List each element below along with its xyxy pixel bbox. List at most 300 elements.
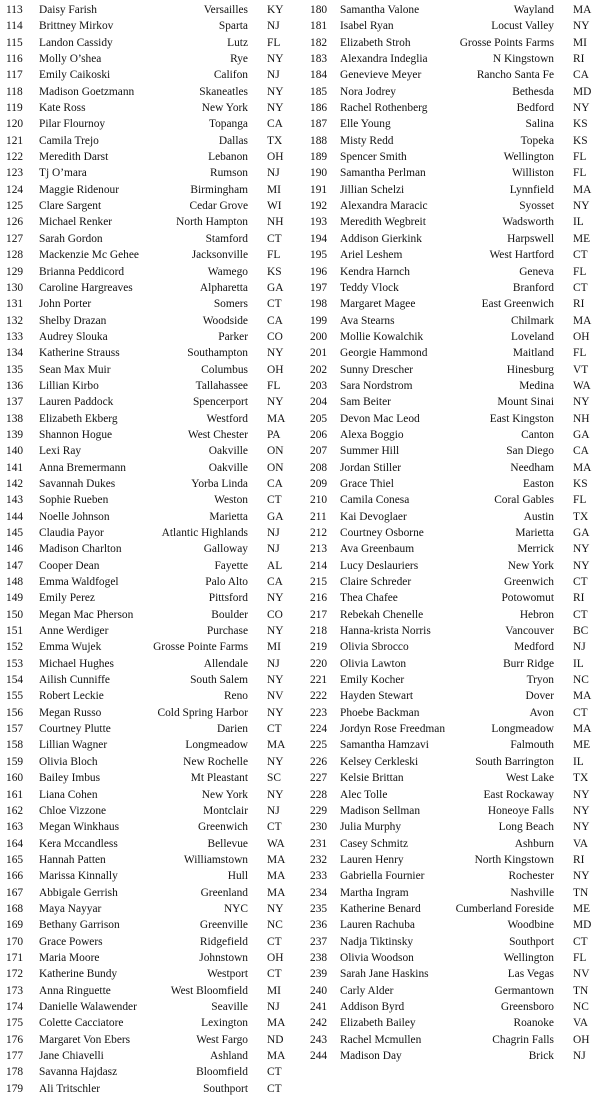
list-item [310, 590, 594, 606]
entry-number: 199 [310, 314, 328, 327]
entry-number: 217 [310, 608, 328, 621]
entry-name: Brittney Mirkov [39, 20, 114, 33]
entry-city: Geneva [519, 265, 554, 278]
list-item [6, 313, 288, 329]
entry-name: Kelsie Brittan [340, 772, 404, 785]
list-item [6, 411, 288, 427]
entry-city: Grosse Points Farms [459, 36, 554, 49]
entry-state: NH [573, 412, 590, 425]
list-item [6, 427, 288, 443]
entry-number: 215 [310, 576, 328, 589]
entry-state: NV [573, 968, 590, 981]
list-item [310, 541, 594, 557]
entry-name: Anna Bremermann [39, 461, 126, 474]
entry-number: 132 [6, 314, 24, 327]
entry-number: 122 [6, 151, 24, 164]
entry-name: Addison Byrd [340, 1000, 405, 1013]
entry-city: Topeka [520, 134, 554, 147]
list-item [310, 787, 594, 803]
list-item [6, 950, 288, 966]
entry-city: Tallahassee [195, 379, 248, 392]
entry-city: Salina [525, 118, 554, 131]
entry-state: NY [267, 592, 284, 605]
entry-state: CT [267, 298, 282, 311]
list-item [310, 607, 594, 623]
entry-state: FL [267, 379, 281, 392]
list-item [6, 639, 288, 655]
entry-state: MA [267, 853, 286, 866]
entry-name: Courtney Plutte [39, 723, 111, 736]
list-item [6, 362, 288, 378]
entry-number: 221 [310, 674, 328, 687]
entry-number: 151 [6, 625, 24, 638]
entry-state: NJ [267, 657, 280, 670]
entry-name: Colette Cacciatore [39, 1017, 124, 1030]
entry-name: Hayden Stewart [340, 690, 414, 703]
entry-number: 192 [310, 200, 328, 213]
entry-number: 168 [6, 902, 24, 915]
list-item [310, 885, 594, 901]
entry-number: 141 [6, 461, 24, 474]
entry-number: 114 [6, 20, 23, 33]
entry-number: 218 [310, 625, 328, 638]
entry-name: Sam Beiter [340, 396, 391, 409]
entry-city: Johnstown [199, 951, 248, 964]
entry-number: 155 [6, 690, 24, 703]
entry-name: Samantha Perlman [340, 167, 426, 180]
list-item [6, 656, 288, 672]
list-item [6, 231, 288, 247]
entry-name: Katherine Bundy [39, 968, 118, 981]
entry-state: MD [573, 919, 592, 932]
entry-state: NH [267, 216, 284, 229]
entry-city: Alpharetta [199, 281, 248, 294]
list-item [310, 84, 594, 100]
entry-state: NV [267, 690, 284, 703]
entry-city: Ridgefield [199, 935, 248, 948]
entry-state: MA [573, 4, 592, 16]
list-item [6, 607, 288, 623]
entry-state: NC [573, 1000, 589, 1013]
entry-state: NY [573, 543, 590, 556]
list-item [310, 264, 594, 280]
entry-number: 117 [6, 69, 23, 82]
entry-name: Camila Trejo [39, 134, 99, 147]
entry-name: Jordyn Rose Freedman [340, 723, 446, 736]
entry-name: Courtney Osborne [340, 527, 424, 539]
list-item [6, 1032, 288, 1048]
entry-state: CT [267, 1066, 282, 1079]
entry-city: Harpswell [507, 232, 554, 245]
entry-name: Danielle Walawender [39, 1000, 137, 1013]
list-item [6, 852, 288, 868]
list-item [310, 133, 594, 149]
list-item [6, 378, 288, 394]
list-item [310, 574, 594, 590]
entry-state: FL [573, 265, 587, 278]
list-item [6, 770, 288, 786]
entry-state: CT [573, 281, 588, 294]
entry-number: 242 [310, 1017, 328, 1030]
entry-name: Sarah Jane Haskins [340, 968, 429, 981]
list-item [6, 574, 288, 590]
entry-city: Maitland [512, 347, 554, 360]
entry-city: Oakville [208, 461, 248, 474]
entry-name: Liana Cohen [39, 788, 98, 801]
entry-number: 146 [6, 543, 24, 556]
list-item [310, 100, 594, 116]
entry-city: Coral Gables [494, 494, 554, 507]
list-item [310, 999, 594, 1015]
entry-name: Tj O’mara [39, 167, 87, 180]
entry-state: CO [267, 608, 283, 621]
list-item [6, 901, 288, 917]
entry-state: OH [267, 363, 284, 376]
entry-number: 203 [310, 379, 328, 392]
list-item [6, 214, 288, 230]
list-item [6, 443, 288, 459]
entry-state: CT [573, 935, 588, 948]
entry-city: Parker [218, 330, 248, 343]
entry-city: Pittsford [208, 592, 248, 605]
list-item [6, 460, 288, 476]
entry-name: Casey Schmitz [340, 837, 409, 850]
entry-number: 216 [310, 592, 328, 605]
list-item [310, 836, 594, 852]
entry-city: Longmeadow [491, 723, 554, 736]
entry-state: MA [573, 723, 592, 736]
entry-name: Madison Sellman [340, 804, 421, 817]
entry-city: Yorba Linda [191, 477, 248, 490]
entry-city: Cedar Grove [189, 200, 248, 213]
list-item [310, 852, 594, 868]
entry-name: Maggie Ridenour [39, 183, 120, 196]
entry-number: 127 [6, 232, 24, 245]
entry-name: Noelle Johnson [39, 510, 110, 523]
entry-state: CT [267, 1082, 282, 1095]
entry-number: 219 [310, 641, 328, 654]
entry-number: 226 [310, 755, 328, 768]
entry-number: 198 [310, 298, 328, 311]
entry-number: 187 [310, 118, 328, 131]
entry-state: NY [267, 706, 284, 719]
entry-number: 119 [6, 102, 23, 115]
entry-number: 174 [6, 1000, 24, 1013]
entry-city: Easton [522, 477, 554, 490]
entry-city: West Bloomfield [170, 984, 248, 997]
entry-state: CA [573, 69, 589, 82]
entry-number: 208 [310, 461, 328, 474]
list-item [6, 1081, 288, 1097]
entry-state: FL [573, 494, 587, 507]
list-item [6, 737, 288, 753]
entry-state: IL [573, 657, 584, 670]
entry-name: Isabel Ryan [340, 20, 394, 33]
entry-state: KS [267, 265, 282, 278]
list-item [310, 362, 594, 378]
entry-state: NY [573, 559, 590, 572]
list-item [6, 999, 288, 1015]
entry-city: Birmingham [190, 183, 248, 196]
entry-city: Stamford [205, 232, 248, 245]
entry-city: New York [507, 559, 554, 572]
list-item [6, 672, 288, 688]
entry-city: Merrick [517, 543, 554, 556]
entry-city: New York [201, 788, 248, 801]
entry-number: 200 [310, 330, 328, 343]
entry-state: ON [267, 461, 284, 474]
list-item [6, 885, 288, 901]
entry-city: Syosset [519, 200, 554, 213]
entry-number: 209 [310, 477, 328, 490]
entry-state: CT [267, 968, 282, 981]
entry-state: VA [573, 837, 588, 850]
entry-name: Phoebe Backman [340, 706, 420, 719]
entry-number: 179 [6, 1082, 24, 1095]
entry-number: 113 [6, 4, 23, 16]
entry-city: Westford [206, 412, 248, 425]
entry-number: 162 [6, 804, 24, 817]
entry-state: NJ [267, 1000, 280, 1013]
entry-city: Wamego [207, 265, 248, 278]
list-item [6, 966, 288, 982]
list-item [6, 2, 288, 18]
entry-city: Hull [227, 870, 248, 883]
entry-number: 118 [6, 85, 23, 98]
entry-state: CO [267, 330, 283, 343]
entry-city: West Fargo [196, 1033, 248, 1046]
entry-state: NY [573, 396, 590, 409]
entry-name: Clare Sargent [39, 200, 102, 213]
entry-city: Allendale [203, 657, 248, 670]
entry-name: Lauren Rachuba [340, 919, 415, 932]
entry-name: Robert Leckie [39, 690, 104, 703]
list-item [310, 165, 594, 181]
entry-city: East Kingston [489, 412, 554, 425]
entry-city: Honeoye Falls [487, 804, 554, 817]
entry-name: Molly O’shea [39, 53, 102, 66]
entry-name: Katherine Benard [340, 902, 421, 915]
entry-number: 212 [310, 527, 328, 539]
entry-name: Lillian Wagner [39, 739, 108, 752]
entry-name: Alec Tolle [340, 788, 388, 801]
entry-number: 224 [310, 723, 328, 736]
entry-state: KS [573, 134, 588, 147]
entry-city: Dallas [218, 134, 248, 147]
entry-number: 227 [310, 772, 328, 785]
entry-state: FL [267, 249, 281, 262]
list-item [310, 67, 594, 83]
list-item [6, 247, 288, 263]
entry-state: NY [267, 102, 284, 115]
entry-city: Chilmark [510, 314, 554, 327]
entry-city: Roanoke [513, 1017, 554, 1030]
list-item [310, 411, 594, 427]
entry-number: 163 [6, 821, 24, 834]
entry-city: Woodside [202, 314, 248, 327]
entry-state: RI [573, 853, 585, 866]
entry-city: Southampton [187, 347, 248, 360]
entry-number: 197 [310, 281, 328, 294]
entry-state: WI [267, 200, 282, 213]
entry-city: Boulder [211, 608, 248, 621]
entry-city: Branford [512, 281, 554, 294]
list-item [6, 149, 288, 165]
entry-state: OH [573, 1033, 590, 1046]
entry-city: Greenwich [504, 576, 554, 589]
entry-name: Teddy Vlock [340, 281, 399, 294]
entry-name: Marissa Kinnally [39, 870, 118, 883]
list-item [310, 231, 594, 247]
list-item [6, 264, 288, 280]
entry-state: NJ [267, 69, 280, 82]
entry-name: Kendra Harnch [340, 265, 410, 278]
entry-city: East Greenwich [481, 298, 554, 311]
entry-state: MI [267, 984, 281, 997]
entry-city: Cold Spring Harbor [157, 706, 248, 719]
entry-state: RI [573, 592, 585, 605]
list-item [6, 868, 288, 884]
entry-number: 137 [6, 396, 24, 409]
entry-number: 244 [310, 1050, 328, 1062]
list-item [6, 525, 288, 541]
entry-city: Medina [519, 379, 554, 392]
entry-city: North Hampton [176, 216, 248, 229]
entry-number: 241 [310, 1000, 328, 1013]
entry-name: Meredith Wegbreit [340, 216, 426, 229]
list-item [310, 116, 594, 132]
entry-number: 177 [6, 1050, 24, 1062]
list-item [310, 35, 594, 51]
entry-state: CT [267, 232, 282, 245]
entry-name: Julia Murphy [340, 821, 402, 834]
entry-state: NJ [267, 527, 280, 539]
entry-number: 229 [310, 804, 328, 817]
list-item [310, 623, 594, 639]
list-item [310, 51, 594, 67]
entry-name: Lauren Henry [340, 853, 404, 866]
entry-city: Bloomfield [196, 1066, 248, 1079]
entry-state: FL [573, 347, 587, 360]
entry-city: Versailles [203, 4, 248, 16]
list-item [310, 1032, 594, 1048]
entry-state: NY [267, 53, 284, 66]
entry-state: NY [267, 902, 284, 915]
entry-number: 135 [6, 363, 24, 376]
entry-name: Madison Day [340, 1050, 402, 1062]
list-item [6, 67, 288, 83]
entry-number: 232 [310, 853, 328, 866]
entry-name: Bailey Imbus [39, 772, 101, 785]
entry-city: Dover [525, 690, 554, 703]
list-item [6, 509, 288, 525]
entry-city: West Chester [187, 428, 248, 441]
entry-name: Olivia Woodson [340, 951, 414, 964]
entry-name: Sara Nordstrom [340, 379, 413, 392]
list-item [310, 427, 594, 443]
entry-name: Devon Mac Leod [340, 412, 420, 425]
entry-name: Carly Alder [340, 984, 394, 997]
entry-city: Williamstown [183, 853, 248, 866]
entry-number: 157 [6, 723, 24, 736]
entry-city: Somers [213, 298, 248, 311]
entry-name: Chloe Vizzone [39, 804, 107, 817]
entry-city: Topanga [208, 118, 248, 131]
entry-name: Elle Young [340, 118, 391, 131]
entry-number: 121 [6, 134, 24, 147]
entry-number: 148 [6, 576, 24, 589]
entry-name: Sarah Gordon [39, 232, 103, 245]
entry-name: Grace Powers [39, 935, 103, 948]
entry-state: ME [573, 232, 591, 245]
entry-city: Rumson [210, 167, 248, 180]
entry-city: Galloway [203, 543, 248, 556]
entry-number: 129 [6, 265, 24, 278]
entry-number: 220 [310, 657, 328, 670]
entry-state: NY [267, 347, 284, 360]
entry-state: SC [267, 772, 281, 785]
entry-city: Chagrin Falls [492, 1033, 554, 1046]
list-item [6, 35, 288, 51]
entry-name: Olivia Lawton [340, 657, 407, 670]
entry-state: FL [573, 151, 587, 164]
list-item [310, 672, 594, 688]
entry-name: Gabriella Fournier [340, 870, 425, 883]
entry-name: Claire Schreder [340, 576, 412, 589]
entry-name: Kate Ross [39, 102, 86, 115]
entry-number: 213 [310, 543, 328, 556]
list-item [6, 705, 288, 721]
entry-city: Southport [203, 1082, 248, 1095]
entry-state: KS [573, 477, 588, 490]
entry-city: Southport [509, 935, 554, 948]
list-item [6, 590, 288, 606]
entry-number: 234 [310, 886, 328, 899]
entry-name: Georgie Hammond [340, 347, 428, 360]
entry-number: 202 [310, 363, 328, 376]
entry-name: Samantha Valone [340, 4, 420, 16]
entry-city: Wellington [503, 151, 554, 164]
entry-name: Summer Hill [340, 445, 400, 458]
entry-number: 181 [310, 20, 328, 33]
list-item [6, 1048, 288, 1064]
entry-name: Addison Gierkink [340, 232, 422, 245]
entry-city: Mt Pleastant [190, 772, 248, 785]
entry-state: MA [267, 870, 286, 883]
entry-state: CT [267, 935, 282, 948]
entry-state: MA [573, 314, 592, 327]
entry-name: Audrey Slouka [39, 330, 108, 343]
entry-city: Lexington [201, 1017, 248, 1030]
entry-state: NY [573, 788, 590, 801]
entry-name: Anne Werdiger [39, 625, 109, 638]
entry-name: Ava Stearns [340, 314, 395, 327]
entry-list-right-column [310, 2, 594, 1064]
entry-state: CT [573, 706, 588, 719]
entry-number: 211 [310, 510, 327, 523]
entry-name: Rachel Rothenberg [340, 102, 428, 115]
entry-number: 188 [310, 134, 328, 147]
entry-name: Claudia Payor [39, 527, 104, 539]
entry-city: East Rockaway [483, 788, 554, 801]
entry-city: Long Beach [498, 821, 554, 834]
entry-number: 160 [6, 772, 24, 785]
entry-state: VA [573, 1017, 588, 1030]
entry-number: 207 [310, 445, 328, 458]
list-item [6, 934, 288, 950]
entry-state: GA [267, 281, 284, 294]
entry-state: NY [267, 674, 284, 687]
